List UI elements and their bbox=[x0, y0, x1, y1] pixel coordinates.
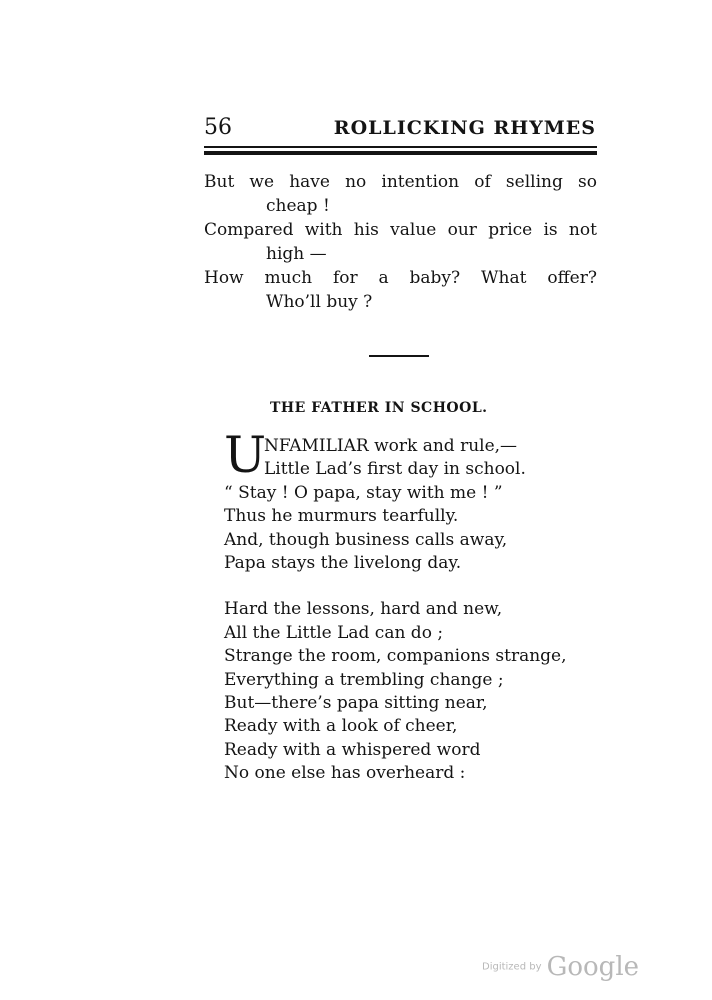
verse-word: no bbox=[345, 172, 367, 192]
verse-word: so bbox=[577, 172, 597, 192]
verse-line: Ready with a look of cheer, bbox=[224, 716, 458, 737]
verse-line: All the Little Lad can do ; bbox=[224, 622, 444, 643]
section-separator bbox=[369, 355, 429, 357]
running-head: ROLLICKING RHYMES bbox=[333, 117, 596, 139]
verse-line bbox=[204, 266, 597, 290]
verse-word: with bbox=[304, 220, 343, 240]
drop-cap: U bbox=[224, 426, 267, 484]
verse-line: Ready with a whispered word bbox=[224, 739, 481, 760]
verse-line: Hard the lessons, hard and new, bbox=[224, 599, 503, 620]
verse-line: And, though business calls away, bbox=[224, 529, 508, 550]
page-number: 56 bbox=[204, 115, 232, 140]
verse-word: his bbox=[353, 220, 379, 240]
previous-poem bbox=[204, 170, 597, 314]
poem bbox=[224, 426, 584, 786]
verse-word: How bbox=[204, 268, 244, 288]
verse-line: But—there’s papa sitting near, bbox=[224, 693, 488, 714]
verse-word: have bbox=[289, 172, 330, 192]
verse-word: a bbox=[378, 268, 389, 288]
verse-word: of bbox=[474, 172, 491, 192]
verse-word: What bbox=[481, 268, 527, 288]
verse-line: cheap ! bbox=[266, 196, 330, 216]
verse-word: baby? bbox=[409, 268, 461, 288]
verse-line: Thus he murmurs tearfully. bbox=[224, 506, 459, 527]
verse-word: our bbox=[447, 220, 477, 240]
verse-word: we bbox=[249, 172, 275, 192]
verse-line: Little Lad’s first day in school. bbox=[264, 459, 526, 480]
header-rule-thin bbox=[204, 146, 597, 148]
verse-word: intention bbox=[381, 172, 460, 192]
verse-word: selling bbox=[505, 172, 563, 192]
verse-word: Compared bbox=[204, 220, 294, 240]
verse-line: Strange the room, companions strange, bbox=[224, 646, 567, 667]
header-rule-thick bbox=[204, 151, 597, 155]
verse-line: high — bbox=[266, 244, 327, 264]
verse-word: much bbox=[264, 268, 313, 288]
verse-line: Who’ll buy ? bbox=[266, 292, 373, 312]
google-logo: Google bbox=[546, 952, 640, 982]
verse-line: No one else has overheard : bbox=[224, 763, 466, 784]
verse-line: Everything a trembling change ; bbox=[224, 669, 504, 690]
verse-word: But bbox=[204, 172, 235, 192]
verse-line bbox=[204, 218, 597, 242]
poem-title: THE FATHER IN SCHOOL. bbox=[270, 400, 488, 416]
verse-word: not bbox=[568, 220, 597, 240]
verse-line: Papa stays the livelong day. bbox=[224, 553, 462, 574]
verse-word: price bbox=[488, 220, 533, 240]
verse-line-rest: NFAMILIAR work and rule,— bbox=[264, 436, 518, 456]
verse-line: “ Stay ! O papa, stay with me ! ” bbox=[224, 482, 503, 503]
verse-word: value bbox=[390, 220, 437, 240]
digitized-watermark bbox=[482, 952, 639, 982]
watermark-prefix: Digitized by bbox=[482, 961, 542, 973]
verse-word: for bbox=[332, 268, 358, 288]
stanza-gap bbox=[224, 575, 584, 598]
verse-line bbox=[204, 170, 597, 194]
verse-word: is bbox=[543, 220, 558, 240]
verse-word: offer? bbox=[547, 268, 597, 288]
